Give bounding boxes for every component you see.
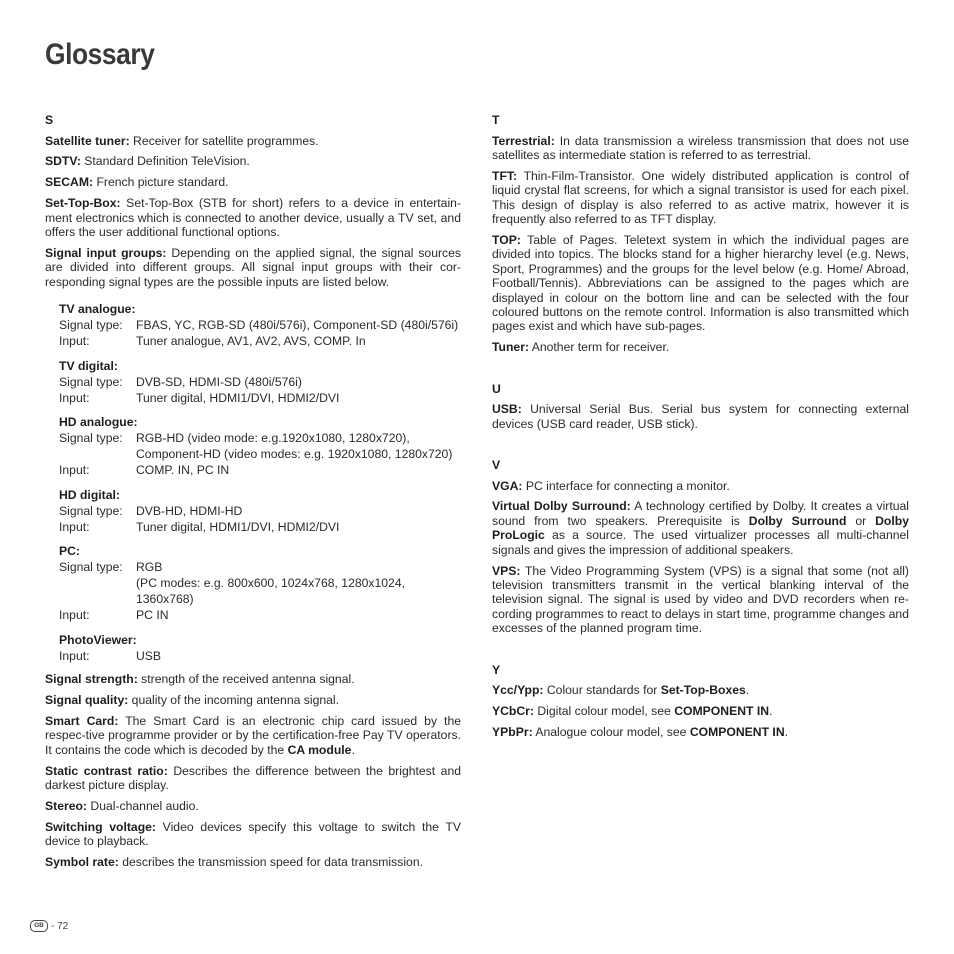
row-value: COMP. IN, PC IN	[136, 463, 230, 478]
definition: Colour standards for	[543, 683, 661, 698]
group-heading: TV digital:	[59, 358, 118, 373]
group-row	[59, 648, 461, 664]
cross-reference: COMPONENT IN	[689, 724, 785, 739]
definition: French picture standard.	[93, 175, 229, 190]
entry-top	[492, 233, 909, 334]
definition: Depending on the applied signal, the signal sources are divided into different groups. All signal input groups with their cor-responding signal types are the possible inputs are listed below.	[45, 245, 461, 289]
group-row	[59, 390, 461, 406]
entry-vps	[492, 564, 909, 636]
entry-signal-input-groups	[45, 246, 461, 289]
group-row	[59, 317, 461, 333]
group-row	[59, 462, 461, 478]
row-key	[59, 446, 136, 462]
definition: Set-Top-Box (STB for short) refers to a device in entertain-ment electronics which is connected to another device, usually a TV set, and offers the user additional functional options.	[45, 196, 461, 240]
definition: The Smart Card is an electronic chip card issued by the respec-tive programme provider or by the certification-free Pay TV operators. It contains the code which is decoded by the	[45, 713, 461, 757]
row-value: RGB-HD (video mode: e.g.1920x1080, 1280x720),	[136, 431, 410, 446]
row-key: Input:	[59, 463, 90, 478]
term: Smart Card:	[45, 713, 119, 728]
group-hd-analogue	[59, 414, 461, 478]
term: Signal strength:	[45, 672, 138, 687]
entry-ypbpr	[492, 725, 909, 739]
term: YCbCr:	[492, 703, 534, 718]
section-letter-u: U	[492, 381, 501, 396]
term: USB:	[492, 402, 522, 417]
definition: Describes the difference between the brightest and darkest picture display.	[45, 763, 461, 793]
row-key: Input:	[59, 334, 90, 349]
definition: In data transmission a wireless transmission that does not use satellites as intermediate station is referred to as terrestrial.	[492, 133, 909, 162]
signal-groups-list	[59, 301, 461, 664]
group-row	[59, 519, 461, 535]
entry-ycc-ypp	[492, 683, 909, 697]
group-pc	[59, 543, 461, 623]
term: Tuner:	[492, 340, 530, 355]
definition: Video devices specify this voltage to switch the TV device to playback.	[45, 819, 461, 849]
definition: Table of Pages. Teletext system in which the individual pages are divided into topics. The blocks stand for a higher hierarchy level (e.g. News, Sport, Programmes) and the groups for the level below (e.g. Home/ Abroad, Football/Tennis). Abbreviations can be assigned to the pages which are displayed in colour on the bottom line and can be selected with the four coloured buttons on the remote control. Information is also transmitted which pages exist and which have sub-pages.	[492, 232, 909, 334]
definition-joiner: or	[846, 513, 876, 528]
group-heading: TV analogue:	[59, 302, 136, 317]
term: TFT:	[492, 168, 518, 183]
definition: Standard Definition TeleVision.	[80, 154, 250, 169]
row-key: Signal type:	[59, 503, 123, 518]
entry-tuner	[492, 340, 909, 354]
row-value: Tuner digital, HDMI1/DVI, HDMI2/DVI	[136, 390, 340, 405]
entry-satellite-tuner	[45, 134, 461, 148]
entry-switching-voltage	[45, 820, 461, 849]
cross-reference: Dolby ProLogic	[492, 513, 909, 543]
definition: Universal Serial Bus. Serial bus system for connecting external devices (USB card reader, USB stick).	[492, 402, 909, 431]
group-row	[59, 446, 461, 462]
section-letter-v: V	[492, 458, 501, 472]
right-column	[492, 113, 909, 739]
term: YPbPr:	[492, 724, 533, 739]
group-row	[59, 607, 461, 623]
group-hd-digital	[59, 487, 461, 535]
entry-sdtv	[45, 154, 461, 168]
definition: Analogue colour model, see	[532, 724, 690, 739]
row-value: Tuner digital, HDMI1/DVI, HDMI2/DVI	[136, 519, 340, 534]
definition: Another term for receiver.	[529, 340, 670, 355]
row-key: Signal type:	[59, 431, 123, 446]
term: VGA:	[492, 478, 523, 493]
term: SECAM:	[45, 175, 94, 190]
entry-signal-quality	[45, 693, 461, 707]
row-value: USB	[136, 648, 162, 663]
row-key: Signal type:	[59, 318, 123, 333]
term: Terrestrial:	[492, 133, 555, 148]
definition: strength of the received antenna signal.	[137, 672, 355, 687]
section-letter-t: T	[492, 113, 500, 127]
term: VPS:	[492, 563, 521, 578]
term: Signal input groups:	[45, 245, 167, 260]
group-heading: HD analogue:	[59, 415, 138, 430]
group-row	[59, 430, 461, 446]
group-row	[59, 503, 461, 519]
definition-tail: .	[784, 724, 789, 739]
definition: Receiver for satellite programmes.	[129, 133, 319, 148]
group-heading: PhotoViewer:	[59, 632, 137, 647]
entry-virtual-dolby-surround	[492, 499, 909, 557]
group-row	[59, 374, 461, 390]
entry-tft	[492, 169, 909, 227]
section-letter-y: Y	[492, 662, 501, 677]
term: TOP:	[492, 232, 521, 247]
term: Satellite tuner:	[45, 133, 130, 148]
definition-tail: .	[351, 742, 355, 757]
entry-signal-strength	[45, 672, 461, 686]
group-row	[59, 559, 461, 575]
term: Static contrast ratio:	[45, 763, 168, 778]
term: Symbol rate:	[45, 855, 119, 870]
definition-tail: .	[745, 683, 750, 698]
entry-vga	[492, 479, 909, 493]
term: SDTV:	[45, 154, 81, 169]
entry-secam	[45, 175, 461, 189]
entry-smart-card	[45, 714, 461, 757]
entry-terrestrial	[492, 134, 909, 163]
definition: Digital colour model, see	[533, 703, 675, 718]
group-heading: HD digital:	[59, 487, 120, 502]
definition: quality of the incoming antenna signal.	[128, 693, 340, 708]
row-key: Signal type:	[59, 374, 123, 389]
row-value: (PC modes: e.g. 800x600, 1024x768, 1280x1024, 1360x768)	[136, 576, 405, 607]
row-key: Input:	[59, 390, 90, 405]
cross-reference: COMPONENT IN	[674, 703, 770, 718]
definition: PC interface for connecting a monitor.	[522, 478, 730, 493]
definition: Dual-channel audio.	[87, 799, 199, 813]
term: Ycc/Ypp:	[492, 683, 544, 698]
entry-stereo	[45, 799, 461, 813]
row-key: Input:	[59, 608, 90, 623]
definition: describes the transmission speed for data transmission.	[118, 855, 423, 870]
term: Signal quality:	[45, 693, 129, 708]
left-column	[45, 113, 461, 870]
country-badge-icon: GB	[30, 920, 48, 932]
entry-set-top-box	[45, 196, 461, 239]
term: Virtual Dolby Surround:	[492, 499, 631, 514]
row-key: Input:	[59, 519, 90, 534]
group-heading: PC:	[59, 544, 80, 559]
term: Set-Top-Box:	[45, 196, 121, 211]
entry-ycbcr	[492, 704, 909, 718]
row-value: Component-HD (video modes: e.g. 1920x1080, 1280x720)	[136, 447, 453, 462]
section-letter-s: S	[45, 113, 54, 127]
term: Stereo:	[45, 799, 87, 813]
group-photoviewer	[59, 632, 461, 664]
entry-symbol-rate	[45, 855, 461, 869]
term: Switching voltage:	[45, 819, 156, 834]
row-key: Input:	[59, 648, 90, 663]
row-value: RGB	[136, 560, 163, 575]
definition: The Video Programming System (VPS) is a signal that some (not all) television transmitters transmit in the vertical blanking interval of the television signal. The signal is used by video and DVD recorders when re-cording programmes to react to delays in start time, programme changes and excesses of the planned program time.	[492, 563, 909, 636]
group-tv-digital	[59, 358, 461, 406]
page-title: Glossary	[45, 38, 155, 71]
row-value: DVB-SD, HDMI-SD (480i/576i)	[136, 374, 302, 389]
group-tv-analogue	[59, 301, 461, 349]
row-value: FBAS, YC, RGB-SD (480i/576i), Component-SD (480i/576i)	[136, 318, 459, 333]
group-row	[59, 575, 461, 607]
definition: A technology certified by Dolby. It creates a virtual sound from two speakers. Prerequisite is	[492, 499, 909, 528]
group-row	[59, 333, 461, 349]
row-value: DVB-HD, HDMI-HD	[136, 503, 243, 518]
page-footer	[30, 920, 68, 932]
cross-reference: Set-Top-Boxes	[660, 683, 746, 698]
cross-reference: CA module	[287, 742, 352, 757]
row-key: Signal type:	[59, 560, 123, 575]
definition-tail: as a source. The used virtualizer processes all multi-channel signals and gives the impression of additional speakers.	[492, 528, 909, 557]
page-number: - 72	[51, 920, 69, 932]
definition: Thin-Film-Transistor. One widely distributed application is control of liquid crystal flat screens, for which a signal transistor is used for each pixel. This design of display is also referred to as active matrix, however it is frequently also referred to as TFT display.	[492, 168, 909, 227]
row-value: Tuner analogue, AV1, AV2, AVS, COMP. In	[136, 334, 366, 349]
definition-tail: .	[769, 703, 773, 718]
entry-static-contrast-ratio	[45, 764, 461, 793]
row-key	[59, 575, 136, 607]
cross-reference: Dolby Surround	[748, 513, 847, 528]
row-value: PC IN	[136, 608, 169, 623]
entry-usb	[492, 402, 909, 431]
